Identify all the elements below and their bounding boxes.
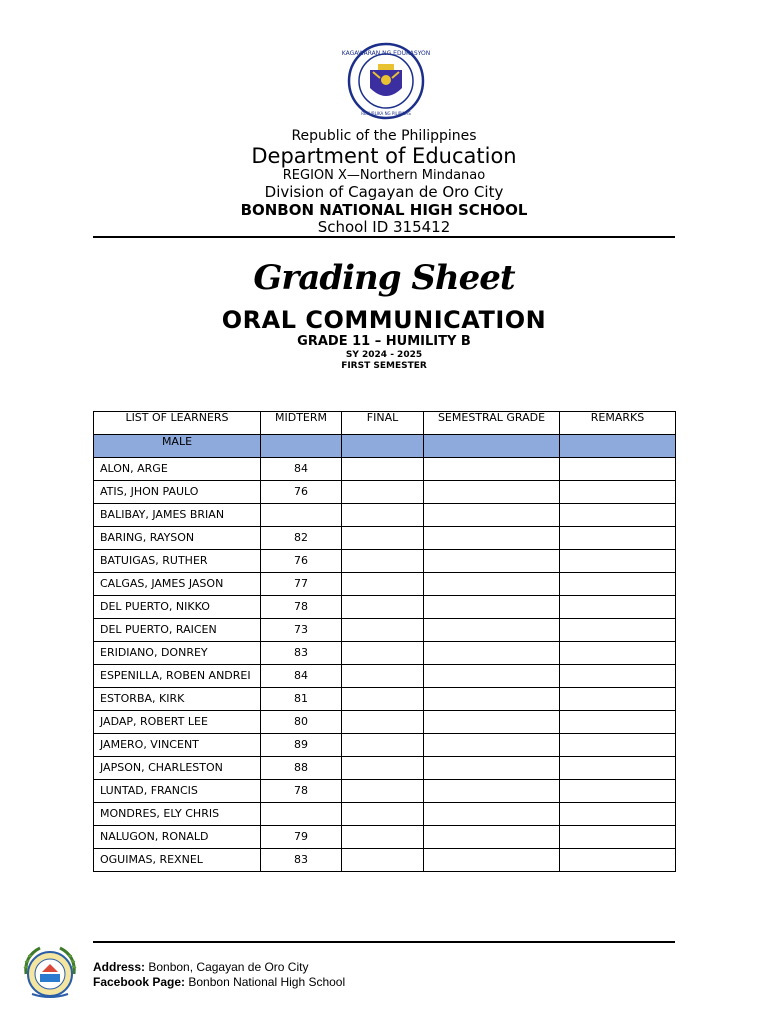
semestral-grade-cell <box>424 550 560 573</box>
page-title: Grading Sheet <box>253 258 515 298</box>
school-id: School ID 315412 <box>317 218 451 236</box>
learner-name-cell: NALUGON, RONALD <box>94 826 261 849</box>
remarks-cell <box>560 596 676 619</box>
table-row <box>94 573 676 596</box>
remarks-cell <box>560 458 676 481</box>
midterm-cell: 88 <box>261 757 342 780</box>
semestral-grade-cell <box>424 596 560 619</box>
table-row <box>94 803 676 826</box>
department-line: Department of Education <box>251 144 517 168</box>
group-label: MALE <box>94 435 261 458</box>
group-cell <box>261 435 342 458</box>
remarks-cell <box>560 803 676 826</box>
midterm-cell: 83 <box>261 642 342 665</box>
school-logo <box>18 944 82 1002</box>
table-row <box>94 849 676 872</box>
learner-name-cell: ESTORBA, KIRK <box>94 688 261 711</box>
midterm-cell: 78 <box>261 780 342 803</box>
semestral-grade-cell <box>424 665 560 688</box>
semester: FIRST SEMESTER <box>341 361 427 371</box>
semestral-grade-cell <box>424 642 560 665</box>
facebook-link[interactable]: Bonbon National High School <box>188 975 346 989</box>
final-cell <box>342 573 424 596</box>
table-row <box>94 550 676 573</box>
country-line: Republic of the Philippines <box>291 128 477 144</box>
grade-section: GRADE 11 – HUMILITY B <box>297 334 471 349</box>
region-line: REGION X—Northern Mindanao <box>282 168 486 183</box>
table-row <box>94 757 676 780</box>
learner-name-cell: DEL PUERTO, NIKKO <box>94 596 261 619</box>
semestral-grade-cell <box>424 734 560 757</box>
remarks-cell <box>560 849 676 872</box>
final-cell <box>342 688 424 711</box>
midterm-cell: 80 <box>261 711 342 734</box>
semestral-grade-cell <box>424 780 560 803</box>
table-row <box>94 780 676 803</box>
deped-seal-logo <box>340 42 432 120</box>
learner-name-cell: JADAP, ROBERT LEE <box>94 711 261 734</box>
midterm-cell <box>261 803 342 826</box>
remarks-cell <box>560 734 676 757</box>
final-cell <box>342 757 424 780</box>
semestral-grade-cell <box>424 803 560 826</box>
midterm-cell: 79 <box>261 826 342 849</box>
semestral-grade-cell <box>424 458 560 481</box>
learner-name-cell: ESPENILLA, ROBEN ANDREI <box>94 665 261 688</box>
semestral-grade-cell <box>424 757 560 780</box>
midterm-cell: 89 <box>261 734 342 757</box>
learner-name-cell: ERIDIANO, DONREY <box>94 642 261 665</box>
table-row <box>94 527 676 550</box>
table-row <box>94 619 676 642</box>
midterm-cell: 84 <box>261 665 342 688</box>
final-cell <box>342 550 424 573</box>
final-cell <box>342 665 424 688</box>
table-row <box>94 458 676 481</box>
learner-name-cell: LUNTAD, FRANCIS <box>94 780 261 803</box>
semestral-grade-cell <box>424 481 560 504</box>
address-value: Bonbon, Cagayan de Oro City <box>148 960 309 974</box>
final-cell <box>342 642 424 665</box>
group-row-male <box>94 435 676 458</box>
final-cell <box>342 481 424 504</box>
learner-name-cell: CALGAS, JAMES JASON <box>94 573 261 596</box>
footer-facebook <box>93 975 345 989</box>
group-cell <box>424 435 560 458</box>
seal-sublettering: REPUBLIKA NG PILIPINAS <box>361 111 411 116</box>
remarks-cell <box>560 619 676 642</box>
remarks-cell <box>560 826 676 849</box>
header-divider <box>93 236 675 238</box>
remarks-cell <box>560 780 676 803</box>
column-header-remarks: REMARKS <box>560 412 676 435</box>
address-label: Address: <box>93 960 146 974</box>
table-row <box>94 596 676 619</box>
learner-name-cell: BARING, RAYSON <box>94 527 261 550</box>
final-cell <box>342 849 424 872</box>
learner-name-cell: DEL PUERTO, RAICEN <box>94 619 261 642</box>
group-cell <box>342 435 424 458</box>
final-cell <box>342 711 424 734</box>
table-row <box>94 665 676 688</box>
final-cell <box>342 803 424 826</box>
final-cell <box>342 780 424 803</box>
learner-name-cell: JAPSON, CHARLESTON <box>94 757 261 780</box>
table-row <box>94 711 676 734</box>
remarks-cell <box>560 481 676 504</box>
seal-lettering: KAGAWARAN NG EDUKASYON <box>341 50 431 57</box>
table-row <box>94 481 676 504</box>
table-row <box>94 688 676 711</box>
subject-title: ORAL COMMUNICATION <box>221 306 547 334</box>
learner-name-cell: ALON, ARGE <box>94 458 261 481</box>
learner-name-cell: BALIBAY, JAMES BRIAN <box>94 504 261 527</box>
remarks-cell <box>560 527 676 550</box>
semestral-grade-cell <box>424 504 560 527</box>
midterm-cell: 81 <box>261 688 342 711</box>
school-year: SY 2024 - 2025 <box>345 350 423 360</box>
final-cell <box>342 596 424 619</box>
table-row <box>94 734 676 757</box>
midterm-cell: 77 <box>261 573 342 596</box>
semestral-grade-cell <box>424 688 560 711</box>
grading-table <box>93 411 676 872</box>
final-cell <box>342 458 424 481</box>
footer-address <box>93 960 308 974</box>
column-header-learners: LIST OF LEARNERS <box>94 412 261 435</box>
remarks-cell <box>560 665 676 688</box>
column-header-final: FINAL <box>342 412 424 435</box>
column-header-semestral-grade: SEMESTRAL GRADE <box>424 412 560 435</box>
table-row <box>94 504 676 527</box>
semestral-grade-cell <box>424 826 560 849</box>
remarks-cell <box>560 711 676 734</box>
semestral-grade-cell <box>424 573 560 596</box>
midterm-cell: 73 <box>261 619 342 642</box>
midterm-cell: 84 <box>261 458 342 481</box>
remarks-cell <box>560 688 676 711</box>
division-line: Division of Cagayan de Oro City <box>264 183 504 201</box>
semestral-grade-cell <box>424 527 560 550</box>
final-cell <box>342 826 424 849</box>
midterm-cell <box>261 504 342 527</box>
table-row <box>94 642 676 665</box>
remarks-cell <box>560 757 676 780</box>
school-name: BONBON NATIONAL HIGH SCHOOL <box>240 201 528 219</box>
table-row <box>94 826 676 849</box>
remarks-cell <box>560 550 676 573</box>
column-header-midterm: MIDTERM <box>261 412 342 435</box>
final-cell <box>342 734 424 757</box>
midterm-cell: 82 <box>261 527 342 550</box>
learner-name-cell: ATIS, JHON PAULO <box>94 481 261 504</box>
group-cell <box>560 435 676 458</box>
midterm-cell: 76 <box>261 550 342 573</box>
remarks-cell <box>560 504 676 527</box>
footer-divider <box>93 941 675 943</box>
midterm-cell: 76 <box>261 481 342 504</box>
facebook-label: Facebook Page: <box>93 975 186 989</box>
learner-name-cell: JAMERO, VINCENT <box>94 734 261 757</box>
semestral-grade-cell <box>424 849 560 872</box>
final-cell <box>342 504 424 527</box>
learner-name-cell: BATUIGAS, RUTHER <box>94 550 261 573</box>
learner-name-cell: MONDRES, ELY CHRIS <box>94 803 261 826</box>
semestral-grade-cell <box>424 619 560 642</box>
midterm-cell: 83 <box>261 849 342 872</box>
semestral-grade-cell <box>424 711 560 734</box>
remarks-cell <box>560 573 676 596</box>
final-cell <box>342 527 424 550</box>
midterm-cell: 78 <box>261 596 342 619</box>
final-cell <box>342 619 424 642</box>
learner-name-cell: OGUIMAS, REXNEL <box>94 849 261 872</box>
remarks-cell <box>560 642 676 665</box>
table-header-row <box>94 412 676 435</box>
